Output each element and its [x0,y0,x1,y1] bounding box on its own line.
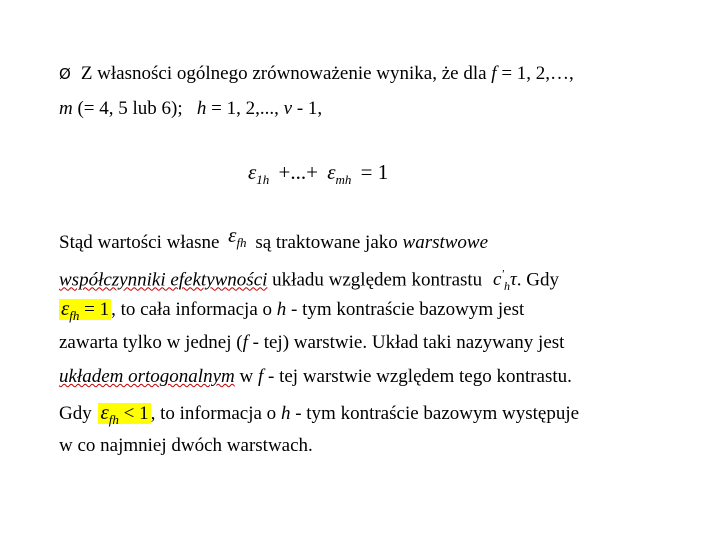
h-range: = 1, 2,..., [206,98,284,119]
paragraph-line-1 [59,223,489,261]
paragraph-line-6 [59,400,579,432]
eq-rhs: = 1 [360,160,389,184]
equation-sum [248,160,392,188]
epsilon-symbol: ε [327,160,336,184]
paragraph-line-3 [59,296,524,328]
f-variable: f [242,332,248,353]
p1-start: Stąd wartości własne [59,232,220,253]
eq-one: = 1 [79,299,110,320]
c-subscript-h: h [503,279,510,294]
paragraph-line-4 [59,331,564,355]
h-variable: h [196,98,207,119]
eq-subscript-1h: 1h [256,172,270,187]
p2-mid: układu względem kontrastu [267,269,483,291]
epsilon-symbol: ε [61,296,70,320]
p5-text1: w [234,366,258,387]
p6-text1: , to informacja o [150,403,281,424]
v-range: - 1, [292,98,323,119]
tau-symbol: τ [509,269,517,291]
fh-subscript: fh [108,412,119,427]
p7-text: w co najmniej dwóch warstwach. [59,435,313,456]
c-prime: ' [501,267,504,281]
fh-subscript: fh [236,235,247,250]
p4-text2: - tej) warstwie. Układ taki nazywany jest [247,332,565,353]
m-range: (= 4, 5 lub 6); [72,98,183,119]
p3-text2: - tym kontraście bazowym jest [286,299,525,320]
v-variable: v [283,98,293,119]
p6-text2: - tym kontraście bazowym występuje [290,403,580,424]
c-letter: c [492,269,502,291]
paragraph-line-2 [59,262,559,298]
contrast-symbol [492,267,517,294]
fh-subscript: fh [69,308,80,323]
p1-mid: są traktowane jako [255,232,398,253]
highlight-eps-fh-lt-1 [98,400,150,427]
term-warstwowe: warstwowe [402,232,489,253]
term-wspolczynniki: współczynniki efektywności [59,269,268,291]
p3-text1: , to cała informacja o [111,299,277,320]
paragraph-line-5 [59,365,572,389]
lt-one: < 1 [118,403,149,424]
term-uklad-ortogonalny: układem ortogonalnym [59,366,235,387]
gdy-word: Gdy [59,403,92,424]
epsilon-symbol: ε [248,160,257,184]
eq-plus-dots: +...+ [278,160,318,184]
f-variable: f [257,366,264,387]
f-variable: f [491,63,497,84]
bullet-line-1 [59,62,574,86]
h-variable: h [276,299,287,320]
highlight-eps-fh-eq-1 [59,296,111,323]
p5-text2: - tej warstwie względem tego kontrastu. [263,366,572,387]
line1-text: Z własności ogólnego zrównoważenie wynika, że dla [80,63,487,84]
p4-text1: zawarta tylko w jednej ( [59,332,243,353]
epsilon-symbol: ε [100,400,109,424]
bullet-icon: Ø [59,65,71,83]
epsilon-symbol: ε [228,223,237,247]
p2-end: . Gdy [516,269,559,291]
epsilon-fh-inline [228,223,246,255]
h-variable: h [280,403,291,424]
m-variable: m [59,98,73,119]
f-values: = 1, 2,…, [496,63,574,84]
paragraph-line-7 [59,434,313,458]
eq-subscript-mh: mh [335,172,352,187]
bullet-line-2 [59,97,322,121]
